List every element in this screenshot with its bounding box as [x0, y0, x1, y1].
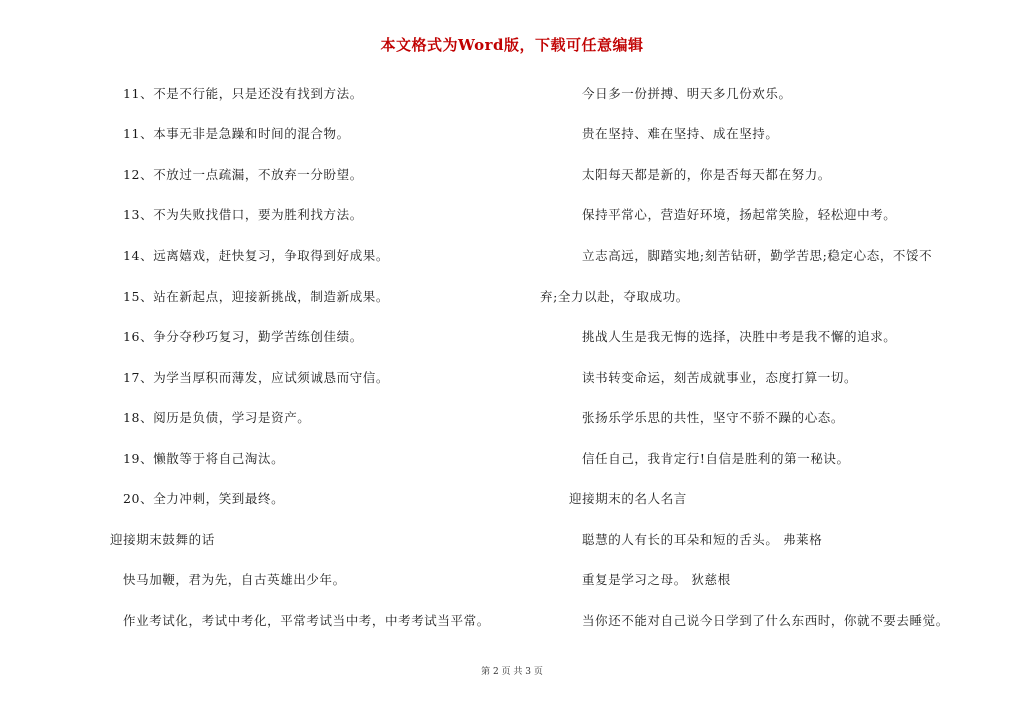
text-line: 11、不是不行能，只是还没有找到方法。 [123, 86, 363, 101]
text-line: 立志高远，脚踏实地;刻苦钻研，勤学苦思;稳定心态，不馁不 [582, 248, 933, 263]
text-line: 13、不为失败找借口，要为胜利找方法。 [123, 207, 363, 222]
text-line: 挑战人生是我无悔的选择，决胜中考是我不懈的追求。 [582, 329, 897, 344]
text-line: 16、争分夺秒巧复习，勤学苦练创佳绩。 [123, 329, 363, 344]
text-line: 聪慧的人有长的耳朵和短的舌头。 弗莱格 [582, 532, 823, 547]
text-line: 11、本事无非是急躁和时间的混合物。 [123, 126, 350, 141]
text-line: 保持平常心，营造好环境，扬起常笑脸，轻松迎中考。 [582, 207, 897, 222]
editable-banner: 本文格式为Word版，下载可任意编辑 [380, 36, 644, 54]
text-line: 17、为学当厚积而薄发，应试须诚恳而守信。 [123, 370, 390, 385]
text-line: 贵在坚持、难在坚持、成在坚持。 [582, 126, 779, 141]
text-line: 15、站在新起点，迎接新挑战，制造新成果。 [123, 289, 390, 304]
text-line: 当你还不能对自己说今日学到了什么东西时，你就不要去睡觉。 [582, 613, 949, 628]
text-line: 18、阅历是负债，学习是资产。 [123, 410, 311, 425]
text-line: 读书转变命运，刻苦成就事业，态度打算一切。 [582, 370, 858, 385]
text-line: 作业考试化，考试中考化，平常考试当中考，中考考试当平常。 [123, 613, 490, 628]
text-line: 12、不放过一点疏漏，不放弃一分盼望。 [123, 167, 363, 182]
text-line: 太阳每天都是新的，你是否每天都在努力。 [582, 167, 831, 182]
text-line: 快马加鞭，君为先，自古英雄出少年。 [123, 572, 346, 587]
text-line: 重复是学习之母。 狄慈根 [582, 572, 731, 587]
text-line: 今日多一份拼搏、明天多几份欢乐。 [582, 86, 792, 101]
text-line: 张扬乐学乐思的共性，坚守不骄不躁的心态。 [582, 410, 845, 425]
page-number: 第 2 页 共 3 页 [481, 667, 543, 677]
text-line: 信任自己，我肯定行!自信是胜利的第一秘诀。 [582, 451, 850, 466]
section-heading: 迎接期末的名人名言 [569, 491, 687, 506]
text-line: 20、全力冲刺，笑到最终。 [123, 491, 285, 506]
text-line: 14、远离嬉戏，赶快复习，争取得到好成果。 [123, 248, 390, 263]
text-line: 19、懒散等于将自己淘汰。 [123, 451, 285, 466]
section-heading: 迎接期末鼓舞的话 [110, 532, 215, 547]
text-line: 弃;全力以赴，夺取成功。 [540, 289, 689, 304]
